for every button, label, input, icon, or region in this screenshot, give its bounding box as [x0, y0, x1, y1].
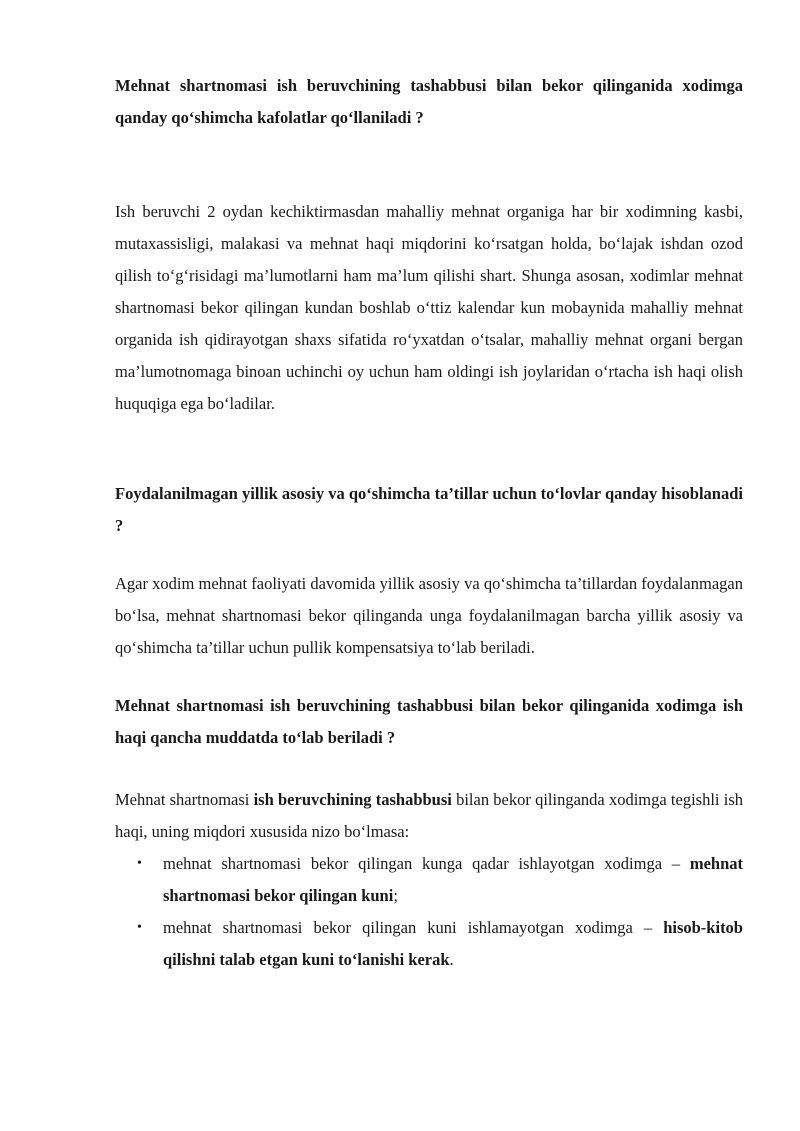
list-item — [115, 912, 743, 976]
intro-text: Mehnat shartnomasi — [115, 790, 254, 809]
section-heading-vacation: Foydalanilmagan yillik asosiy va qo‘shimcha ta’tillar uchun to‘lovlar qanday hisoblanadi ? — [115, 484, 743, 535]
section-heading-guarantees: Mehnat shartnomasi ish beruvchining tashabbusi bilan bekor qilinganida xodimga qanday qo‘shimcha kafolatlar qo‘llaniladi ? — [115, 76, 743, 127]
bullet-icon: • — [137, 856, 142, 871]
section-intro-salary — [115, 784, 743, 848]
intro-bold-text: ish beruvchining tashabbusi — [253, 790, 452, 809]
section-paragraph-guarantees: Ish beruvchi 2 oydan kechiktirmasdan mahalliy mehnat organiga har bir xodimning kasbi, mutaxassisligi, malakasi va mehnat haqi miqdorini ko‘rsatgan holda, bo‘lajak ishdan ozod qilish to‘g‘risidagi ma’lumotlarni ham ma’lum qilishi shart. Shunga asosan, xodimlar mehnat shartnomasi bekor qilingan kundan boshlab o‘ttiz kalendar kun mobaynida mahalliy mehnat organida ish qidirayotgan shaxs sifatida ro‘yxatdan o‘tsalar, mahalliy mehnat organi bergan ma’lumotnomaga binoan uchinchi oy uchun ham oldingi ish joylaridan o‘rtacha ish haqi olish huquqiga ega bo‘ladilar. — [115, 202, 743, 413]
bullet-bold-text: hisob-kitob qilishni talab etgan kuni to‘lanishi kerak — [163, 918, 743, 969]
salary-bullet-list — [115, 848, 743, 976]
bullet-end: . — [449, 950, 454, 969]
section-paragraph-vacation: Agar xodim mehnat faoliyati davomida yillik asosiy va qo‘shimcha ta’tillardan foydalanmagan bo‘lsa, mehnat shartnomasi bekor qilinganda unga foydalanilmagan barcha yillik asosiy va qo‘shimcha ta’tillar uchun pullik kompensatsiya to‘lab beriladi. — [115, 574, 743, 657]
bullet-icon: • — [137, 920, 142, 935]
bullet-bold-text: mehnat shartnomasi bekor qilingan kuni — [163, 854, 743, 905]
section-heading-salary: Mehnat shartnomasi ish beruvchining tashabbusi bilan bekor qilinganida xodimga ish haqi qancha muddatda to‘lab beriladi ? — [115, 696, 743, 747]
intro-text-rest: bilan bekor qilinganda xodimga tegishli ish haqi, uning miqdori xususida nizo bo‘lmasa: — [115, 790, 743, 841]
bullet-text: mehnat shartnomasi bekor qilingan kunga qadar ishlayotgan xodimga – — [163, 854, 690, 873]
bullet-end: ; — [393, 886, 398, 905]
bullet-text: mehnat shartnomasi bekor qilingan kuni ishlamayotgan xodimga – — [163, 918, 664, 937]
document-page — [115, 70, 743, 976]
list-item — [115, 848, 743, 912]
